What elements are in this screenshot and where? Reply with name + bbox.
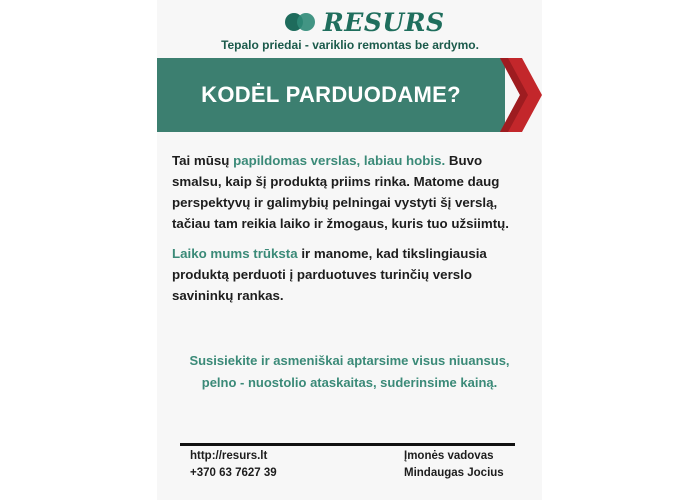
- p1-highlight: papildomas verslas, labiau hobis.: [233, 153, 446, 168]
- p1-rest: Buvo smalsu, kaip šį produktą priims rinka. Matome daug perspektyvų ir galimybių pelningai vystyti šį verslą, tačiau tam reikia laiko ir žmogaus, kuris tuo užsiimtų.: [172, 153, 509, 231]
- website-link[interactable]: http://resurs.lt: [190, 450, 268, 462]
- p1-prefix: Tai mūsų: [172, 153, 234, 168]
- call-to-action: [157, 350, 542, 394]
- banner-title: KODĖL PARDUODAME?: [201, 82, 461, 107]
- cta-line-2: pelno - nuostolio ataskaitas, suderinsime kainą.: [201, 375, 498, 390]
- paragraph-1: [172, 150, 532, 234]
- footer-signatory: [404, 448, 504, 482]
- cta-line-1: Susisiekite ir asmeniškai aptarsime visus niuansus,: [189, 353, 510, 368]
- logo-icon: [283, 11, 319, 33]
- footer-contact: [190, 448, 277, 482]
- signatory-role: Įmonės vadovas: [404, 450, 494, 462]
- brand-name: RESURS: [323, 7, 445, 37]
- phone-number: +370 63 7627 39: [190, 467, 277, 479]
- p2-rest: ir manome, kad tikslingiausia produktą perduoti į parduotuves turinčių verslo savininkų rankas.: [172, 246, 487, 303]
- brand-logo: [283, 7, 445, 37]
- signatory-name: Mindaugas Jocius: [404, 467, 504, 479]
- footer-divider: [180, 443, 515, 446]
- tagline: Tepalo priedai - variklio remontas be ardymo.: [221, 38, 479, 52]
- paragraph-2: [172, 243, 532, 306]
- banner-arrow-icon: [500, 58, 542, 132]
- p2-highlight: Laiko mums trūksta: [172, 246, 298, 261]
